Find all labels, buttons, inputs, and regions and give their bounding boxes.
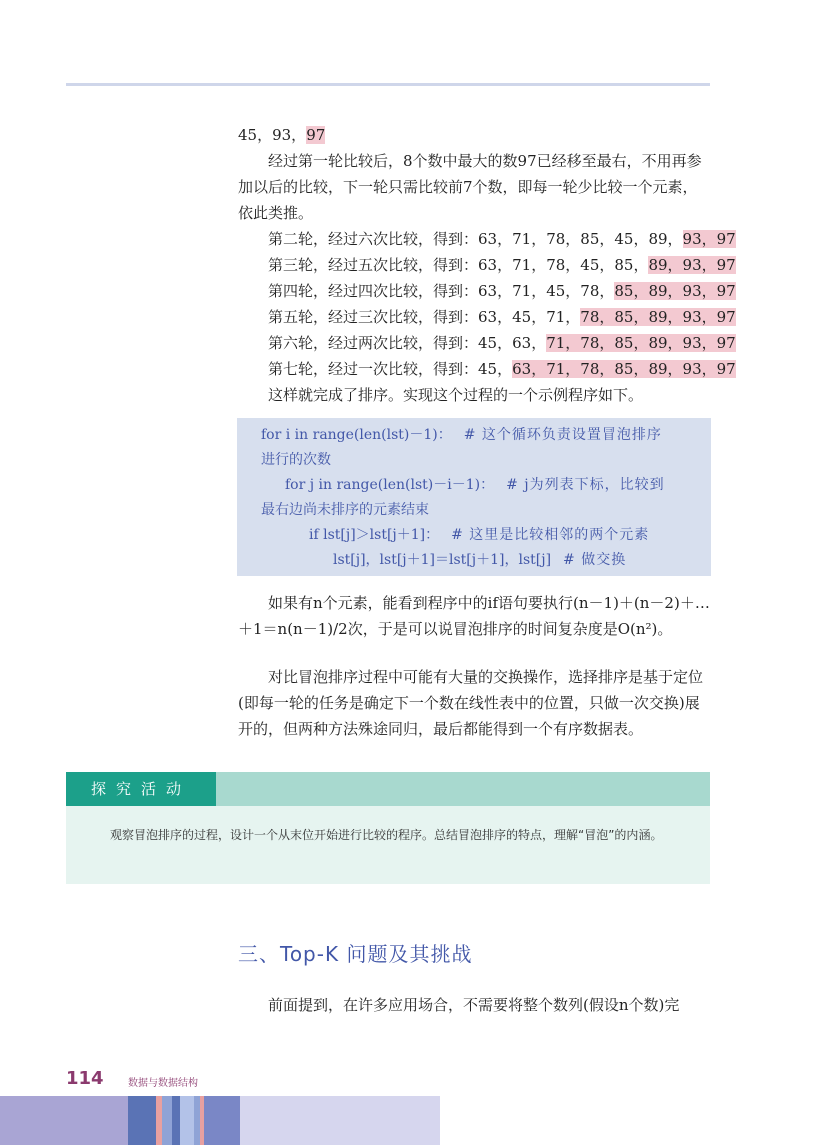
pass-highlight: 63，71，78，85，89，93，97 (512, 360, 736, 378)
paragraph-2 (238, 590, 712, 642)
first-pass-result (238, 122, 712, 148)
paragraph-1 (238, 148, 712, 226)
pass-line-2 (268, 226, 736, 252)
explore-activity-header (66, 772, 710, 806)
book-title: 数据与数据结构 (128, 1078, 198, 1089)
pass-plain: 63，71，45，78， (478, 282, 615, 300)
code-text: lst[j]，lst[j＋1]＝lst[j＋1]，lst[j] (333, 552, 552, 568)
sort-complete-line: 这样就完成了排序。实现这个过程的一个示例程序如下。 (268, 386, 644, 404)
pass-plain: 45， (478, 360, 513, 378)
first-result-highlight: 97 (306, 126, 326, 144)
code-line-6 (333, 548, 626, 573)
code-comment: # 做交换 (563, 552, 627, 568)
pass-plain: 63，45，71， (478, 308, 581, 326)
explore-text-content: 观察冒泡排序的过程，设计一个从末位开始进行比较的程序。总结冒泡排序的特点，理解“冒泡”的内涵。 (110, 828, 663, 842)
code-block (237, 418, 711, 576)
pass-label: 第五轮，经过三次比较，得到： (268, 308, 479, 326)
pass-highlight: 78，85，89，93，97 (580, 308, 736, 326)
pass-plain: 63，71，78，85，45，89， (478, 230, 683, 248)
first-result-plain: 45，93， (238, 126, 307, 144)
pass-highlight: 85，89，93，97 (614, 282, 736, 300)
pass-label: 第六轮，经过两次比较，得到： (268, 334, 479, 352)
pass-highlight: 93，97 (682, 230, 736, 248)
code-comment: # 这个循环负责设置冒泡排序 (463, 427, 662, 443)
pass-label: 第三轮，经过五次比较，得到： (268, 256, 479, 274)
paragraph-1-text: 经过第一轮比较后，8个数中最大的数97已经移至最右，不用再参加以后的比较，下一轮只需比较前7个数，即每一轮少比较一个元素，依此类推。 (238, 152, 702, 222)
paragraph-2-text: 如果有n个元素，能看到程序中的if语句要执行(n－1)＋(n－2)＋…＋1＝n(n－1)/2次，于是可以说冒泡排序的时间复杂度是O(n²)。 (238, 594, 710, 638)
paragraph-3 (238, 664, 712, 742)
code-text: if lst[j]＞lst[j＋1]： (309, 527, 440, 543)
pass-line-7 (268, 356, 736, 382)
pass-line-6 (268, 330, 736, 356)
code-comment: # 这里是比较相邻的两个元素 (451, 527, 650, 543)
code-line-2 (261, 448, 331, 473)
explore-activity-tab: 探究活动 (66, 772, 216, 806)
page-number: 114 (66, 1068, 104, 1089)
pass-plain: 63，71，78，45，85， (478, 256, 649, 274)
pass-label: 第二轮，经过六次比较，得到： (268, 230, 479, 248)
paragraph-4-text: 前面提到，在许多应用场合，不需要将整个数列(假设n个数)完 (268, 996, 680, 1014)
pass-line-3 (268, 252, 736, 278)
pass-line-4 (268, 278, 736, 304)
pass-highlight: 71，78，85，89，93，97 (546, 334, 736, 352)
code-text: 最右边尚未排序的元素结束 (261, 502, 429, 518)
footer-decoration (0, 1096, 440, 1145)
paragraph-4 (238, 992, 712, 1018)
paragraph-3-text: 对比冒泡排序过程中可能有大量的交换操作，选择排序是基于定位(即每一轮的任务是确定下一个数在线性表中的位置，只做一次交换)展开的，但两种方法殊途同归，最后都能得到一个有序数据表。 (238, 668, 704, 738)
code-line-5 (309, 523, 649, 548)
explore-activity-text (86, 824, 692, 846)
code-line-4 (261, 498, 429, 523)
code-text: 进行的次数 (261, 452, 331, 468)
pass-line-5 (268, 304, 736, 330)
section-title: 三、Top-K 问题及其挑战 (238, 942, 473, 966)
code-comment: # j为列表下标，比较到 (506, 477, 665, 493)
pass-label: 第七轮，经过一次比较，得到： (268, 360, 479, 378)
code-line-1 (261, 423, 662, 448)
header-rule (66, 83, 710, 86)
pass-highlight: 89，93，97 (648, 256, 736, 274)
pass-label: 第四轮，经过四次比较，得到： (268, 282, 479, 300)
explore-activity-box (66, 806, 710, 884)
pass-plain: 45，63， (478, 334, 547, 352)
code-text: for j in range(len(lst)－i－1)： (285, 477, 495, 493)
code-text: for i in range(len(lst)－1)： (261, 427, 452, 443)
code-line-3 (285, 473, 665, 498)
